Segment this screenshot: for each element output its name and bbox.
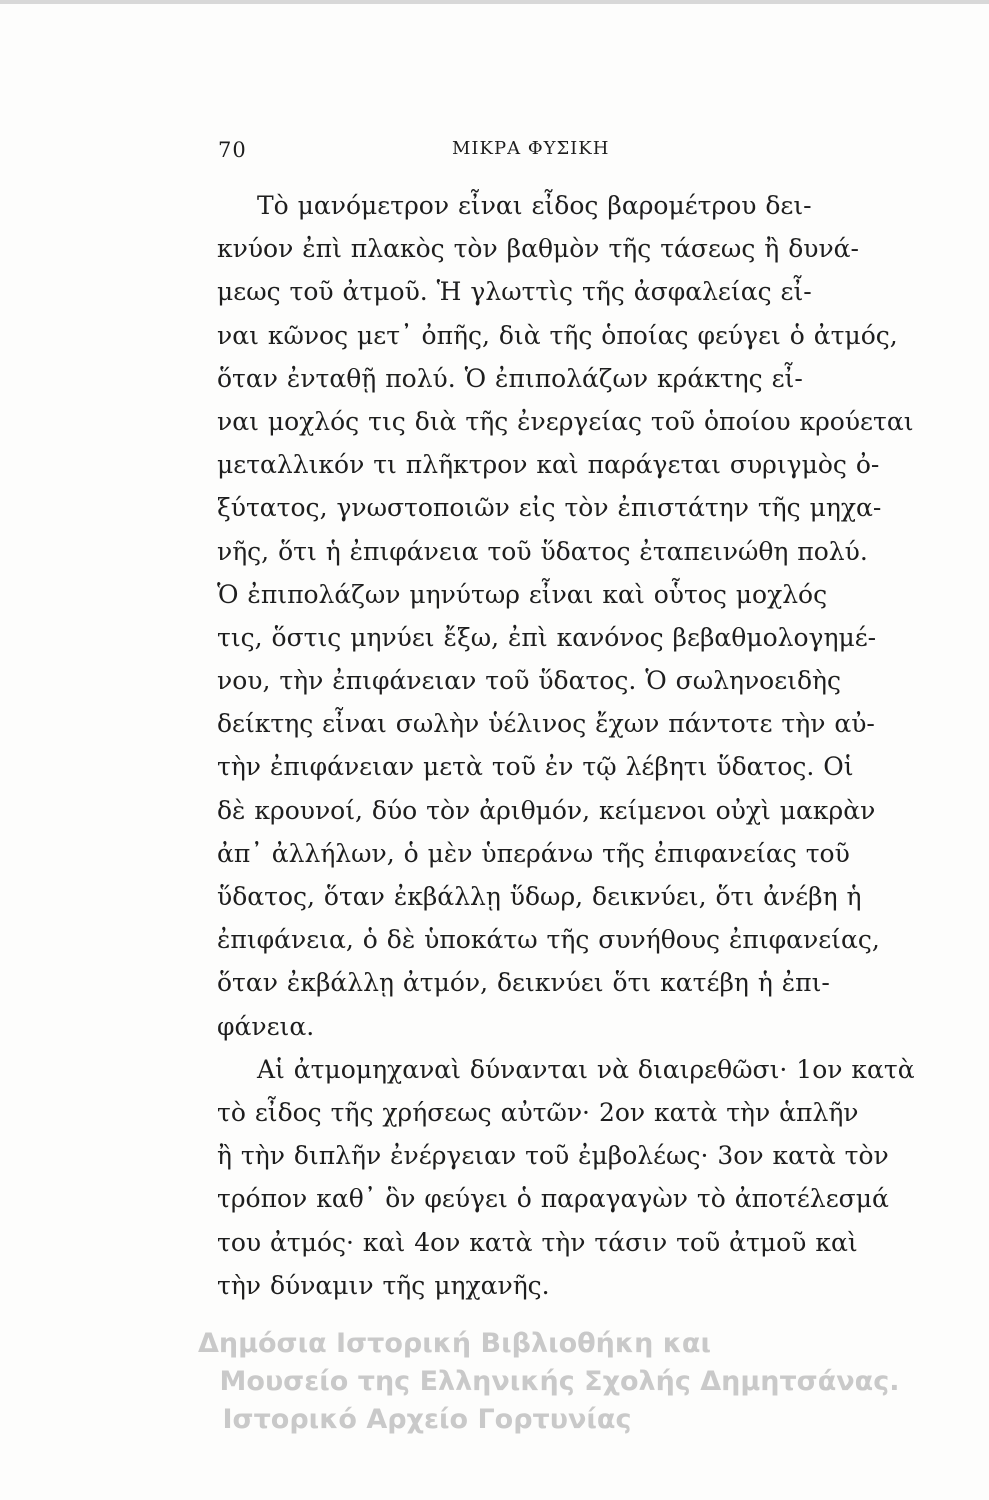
text-line: τὴν δύναμιν τῆς μηχανῆς. (217, 1270, 550, 1300)
text-line: ὕδατος, ὅταν ἐκβάλλῃ ὕδωρ, δεικνύει, ὅτι ἀνέβη ἡ (217, 882, 862, 911)
watermark-line: Ιστορικό Αρχείο Γορτυνίας (222, 1404, 632, 1435)
text-line: τις, ὅστις μηνύει ἔξω, ἐπὶ κανόνος βεβαθμολογημέ- (217, 622, 877, 652)
page-number: 70 (218, 138, 247, 162)
text-line: δείκτης εἶναι σωλὴν ὑέλινος ἔχων πάντοτε τὴν αὐ- (217, 709, 875, 739)
text-line: Αἱ ἀτμομηχαναὶ δύνανται νὰ διαιρεθῶσι· 1ον κατὰ (257, 1054, 915, 1084)
text-line: ἢ τὴν διπλῆν ἐνέργειαν τοῦ ἐμβολέως· 3ον κατὰ τὸν (217, 1141, 889, 1171)
text-line: τρόπον καθ᾿ ὃν φεύγει ὁ παραγαγὼν τὸ ἀποτέλεσμά (217, 1184, 889, 1214)
text-line: ξύτατος, γνωστοποιῶν εἰς τὸν ἐπιστάτην τῆς μηχα- (217, 493, 882, 523)
text-line: φάνεια. (217, 1011, 315, 1041)
watermark-line: Δημόσια Ιστορική Βιβλιοθήκη και (198, 1328, 711, 1359)
page-top-edge (0, 0, 989, 4)
text-line: μεως τοῦ ἀτμοῦ. Ἡ γλωττὶς τῆς ἀσφαλείας εἶ- (217, 277, 812, 307)
text-line: νου, τὴν ἐπιφάνειαν τοῦ ὕδατος. Ὁ σωληνοειδὴς (217, 666, 841, 696)
library-watermark (0, 1325, 989, 1439)
text-line: μεταλλικόν τι πλῆκτρον καὶ παράγεται συριγμὸς ὀ- (217, 450, 880, 480)
text-line: ἀπ᾿ ἀλλήλων, ὁ μὲν ὑπεράνω τῆς ἐπιφανείας τοῦ (217, 838, 850, 868)
watermark-line: Μουσείο της Ελληνικής Σχολής Δημητσάνας. (219, 1366, 900, 1397)
text-line: του ἀτμός· καὶ 4ον κατὰ τὴν τάσιν τοῦ ἀτμοῦ καὶ (217, 1227, 858, 1257)
text-line: Τὸ μανόμετρον εἶναι εἶδος βαρομέτρου δει- (257, 191, 812, 220)
text-line: ὅταν ἐκβάλλῃ ἀτμόν, δεικνύει ὅτι κατέβη ἡ ἐπι- (217, 968, 830, 998)
running-title: ΜΙΚΡΑ ΦΥΣΙΚΗ (452, 138, 610, 159)
text-line: κνύον ἐπὶ πλακὸς τὸν βαθμὸν τῆς τάσεως ἢ δυνά- (217, 234, 859, 264)
text-line: ὅταν ἐνταθῇ πολύ. Ὁ ἐπιπολάζων κράκτης εἶ- (217, 363, 803, 393)
text-line: ναι μοχλός τις διὰ τῆς ἐνεργείας τοῦ ὁποίου κρούεται (217, 406, 914, 436)
text-line: νῆς, ὅτι ἡ ἐπιφάνεια τοῦ ὕδατος ἐταπεινώθη πολύ. (217, 536, 868, 566)
text-line: τὴν ἐπιφάνειαν μετὰ τοῦ ἐν τῷ λέβητι ὕδατος. Οἱ (217, 752, 854, 782)
body-text (217, 184, 915, 1307)
text-line: δὲ κρουνοί, δύο τὸν ἀριθμόν, κείμενοι οὐχὶ μακρὰν (217, 795, 876, 825)
text-line: ἐπιφάνεια, ὁ δὲ ὑποκάτω τῆς συνήθους ἐπιφανείας, (217, 925, 880, 955)
text-line: ναι κῶνος μετ᾿ ὀπῆς, διὰ τῆς ὁποίας φεύγει ὁ ἀτμός, (217, 320, 898, 350)
text-line: Ὁ ἐπιπολάζων μηνύτωρ εἶναι καὶ οὗτος μοχλός (217, 579, 828, 609)
text-line: τὸ εἶδος τῆς χρήσεως αὐτῶν· 2ον κατὰ τὴν ἁπλῆν (217, 1097, 859, 1127)
